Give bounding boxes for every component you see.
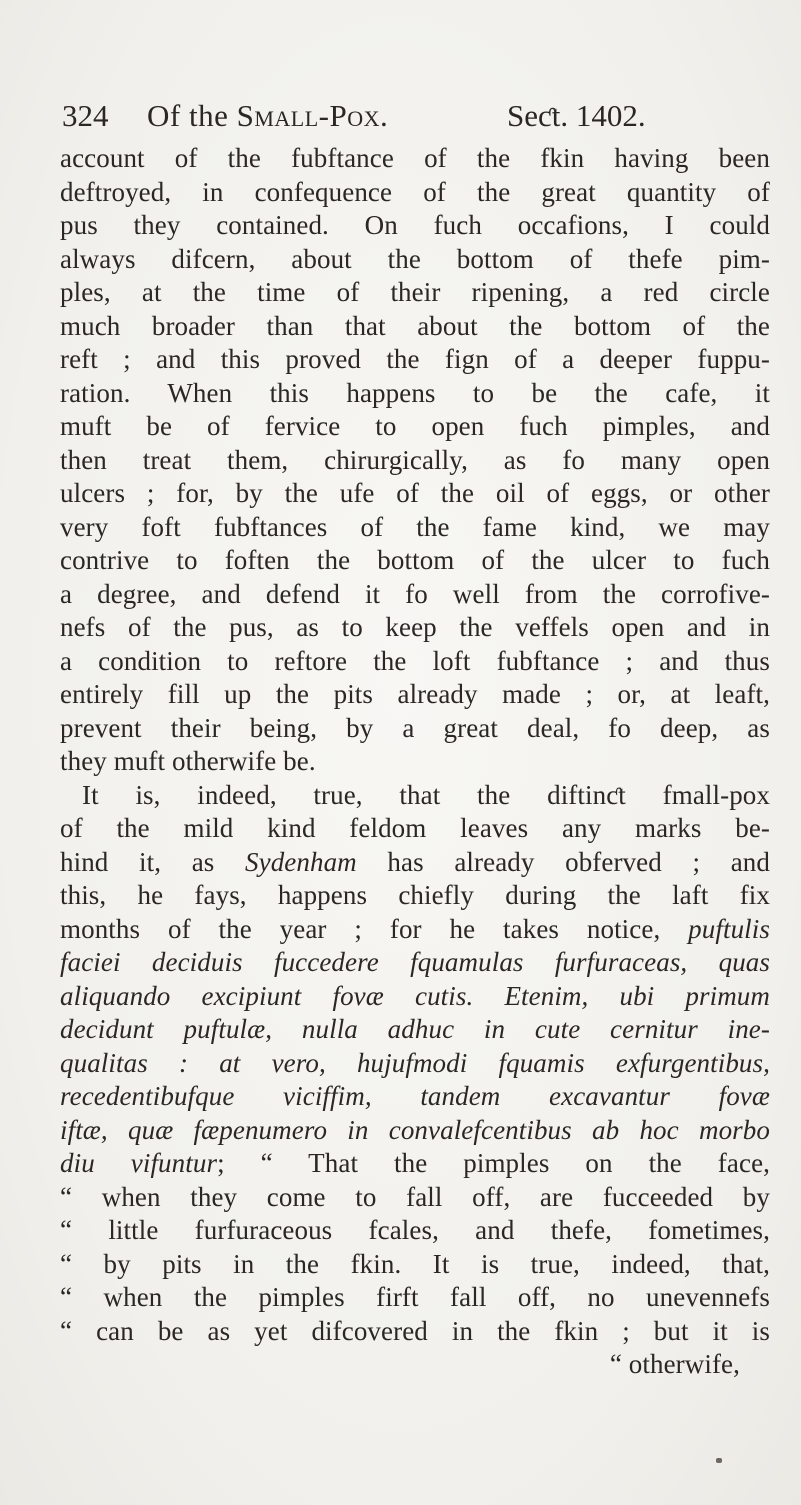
text-line: muft be of fervice to open fuch pimples, and — [60, 411, 770, 441]
text-line: ration. When this happens to be the cafe, it — [60, 377, 770, 408]
author-name: Sydenham — [245, 846, 357, 877]
text-line: always difcern, about the bottom of thefe pim- — [60, 243, 770, 274]
translation-line: “ by pits in the fkin. It is true, indeed, that, — [60, 1248, 770, 1279]
text-line: this, he fays, happens chiefly during the laft fix — [60, 880, 770, 910]
translation-line: “ when they come to fall off, are fucceeded by — [60, 1181, 770, 1212]
text-line: prevent their being, by a great deal, fo deep, as — [60, 712, 770, 743]
text-line-with-latin — [60, 913, 770, 947]
translation-line: “ little furfuraceous fcales, and thefe, fometimes, — [60, 1215, 770, 1245]
section-reference: Seƈt. 1402. — [507, 98, 646, 133]
text-line: then treat them, chirurgically, as fo many open — [60, 444, 770, 475]
text-line-paragraph-start: It is, indeed, true, that the diftinƈt fmall-pox — [82, 779, 770, 810]
text-line: pus they contained. On fuch occafions, I could — [60, 210, 770, 240]
text-line: much broader than that about the bottom of the — [60, 310, 770, 341]
running-title-prefix: Of the — [147, 98, 237, 133]
text-line-paragraph-end: they muft otherwife be. — [60, 746, 316, 776]
running-title-smallcaps: Small-Pox. — [236, 98, 389, 133]
body-text — [60, 142, 770, 1382]
text-line: nefs of the pus, as to keep the veffels open and in — [60, 612, 770, 642]
latin-line: qualitas : at vero, hujufmodi fquamis exfurgentibus, — [60, 1047, 770, 1078]
text-line: very foft fubftances of the fame kind, we may — [60, 511, 770, 542]
text-line: reft ; and this proved the fign of a deeper fuppu- — [60, 344, 770, 374]
text-line: ples, at the time of their ripening, a red circle — [60, 277, 770, 307]
running-title — [147, 94, 388, 138]
text-line-with-author — [60, 846, 770, 880]
text-line: of the mild kind feldom leaves any marks be- — [60, 813, 770, 843]
text-line: account of the fubftance of the fkin having been — [60, 143, 770, 173]
text-fragment: months of the year ; for he takes notice, — [60, 913, 661, 944]
latin-line: decidunt puftulæ, nulla adhuc in cute cernitur ine- — [60, 1014, 770, 1044]
running-head — [62, 94, 742, 138]
latin-line: recedentibufque viciffim, tandem excavantur fovæ — [60, 1081, 770, 1111]
text-line: ulcers ; for, by the ufe of the oil of eggs, or other — [60, 478, 770, 508]
text-fragment: has already obferved ; and — [356, 846, 770, 877]
text-line: a condition to reftore the loft fubftance ; and thus — [60, 645, 770, 676]
latin-line: iftæ, quæ fæpenumero in convalefcentibus ab hoc morbo — [60, 1114, 770, 1145]
translation-line: “ can be as yet difcovered in the fkin ; but it is — [60, 1315, 770, 1346]
text-line: deftroyed, in confequence of the great quantity of — [60, 176, 770, 207]
printer-mark-dot — [716, 1458, 722, 1463]
text-line: contrive to foften the bottom of the ulcer to fuch — [60, 545, 770, 575]
latin-line: faciei deciduis fuccedere fquamulas furfuraceas, quas — [60, 947, 770, 977]
text-line: entirely fill up the pits already made ; or, at leaft, — [60, 679, 770, 709]
latin-fragment: puftulis — [688, 913, 770, 944]
text-line-mixed — [60, 1147, 770, 1181]
translation-line: “ when the pimples firft fall off, no unevennefs — [60, 1282, 770, 1312]
text-fragment: hind it, as — [60, 846, 215, 877]
latin-line: aliquando excipiunt fovæ cutis. Etenim, ubi primum — [60, 980, 770, 1011]
page-number: 324 — [62, 98, 109, 133]
latin-fragment: diu vifuntur — [60, 1148, 218, 1178]
translation-fragment: ; “ That the pimples on the face, — [217, 1148, 770, 1178]
text-line: a degree, and defend it fo well from the corrofive- — [60, 578, 770, 609]
catchword: “ otherwife, — [609, 1349, 740, 1379]
